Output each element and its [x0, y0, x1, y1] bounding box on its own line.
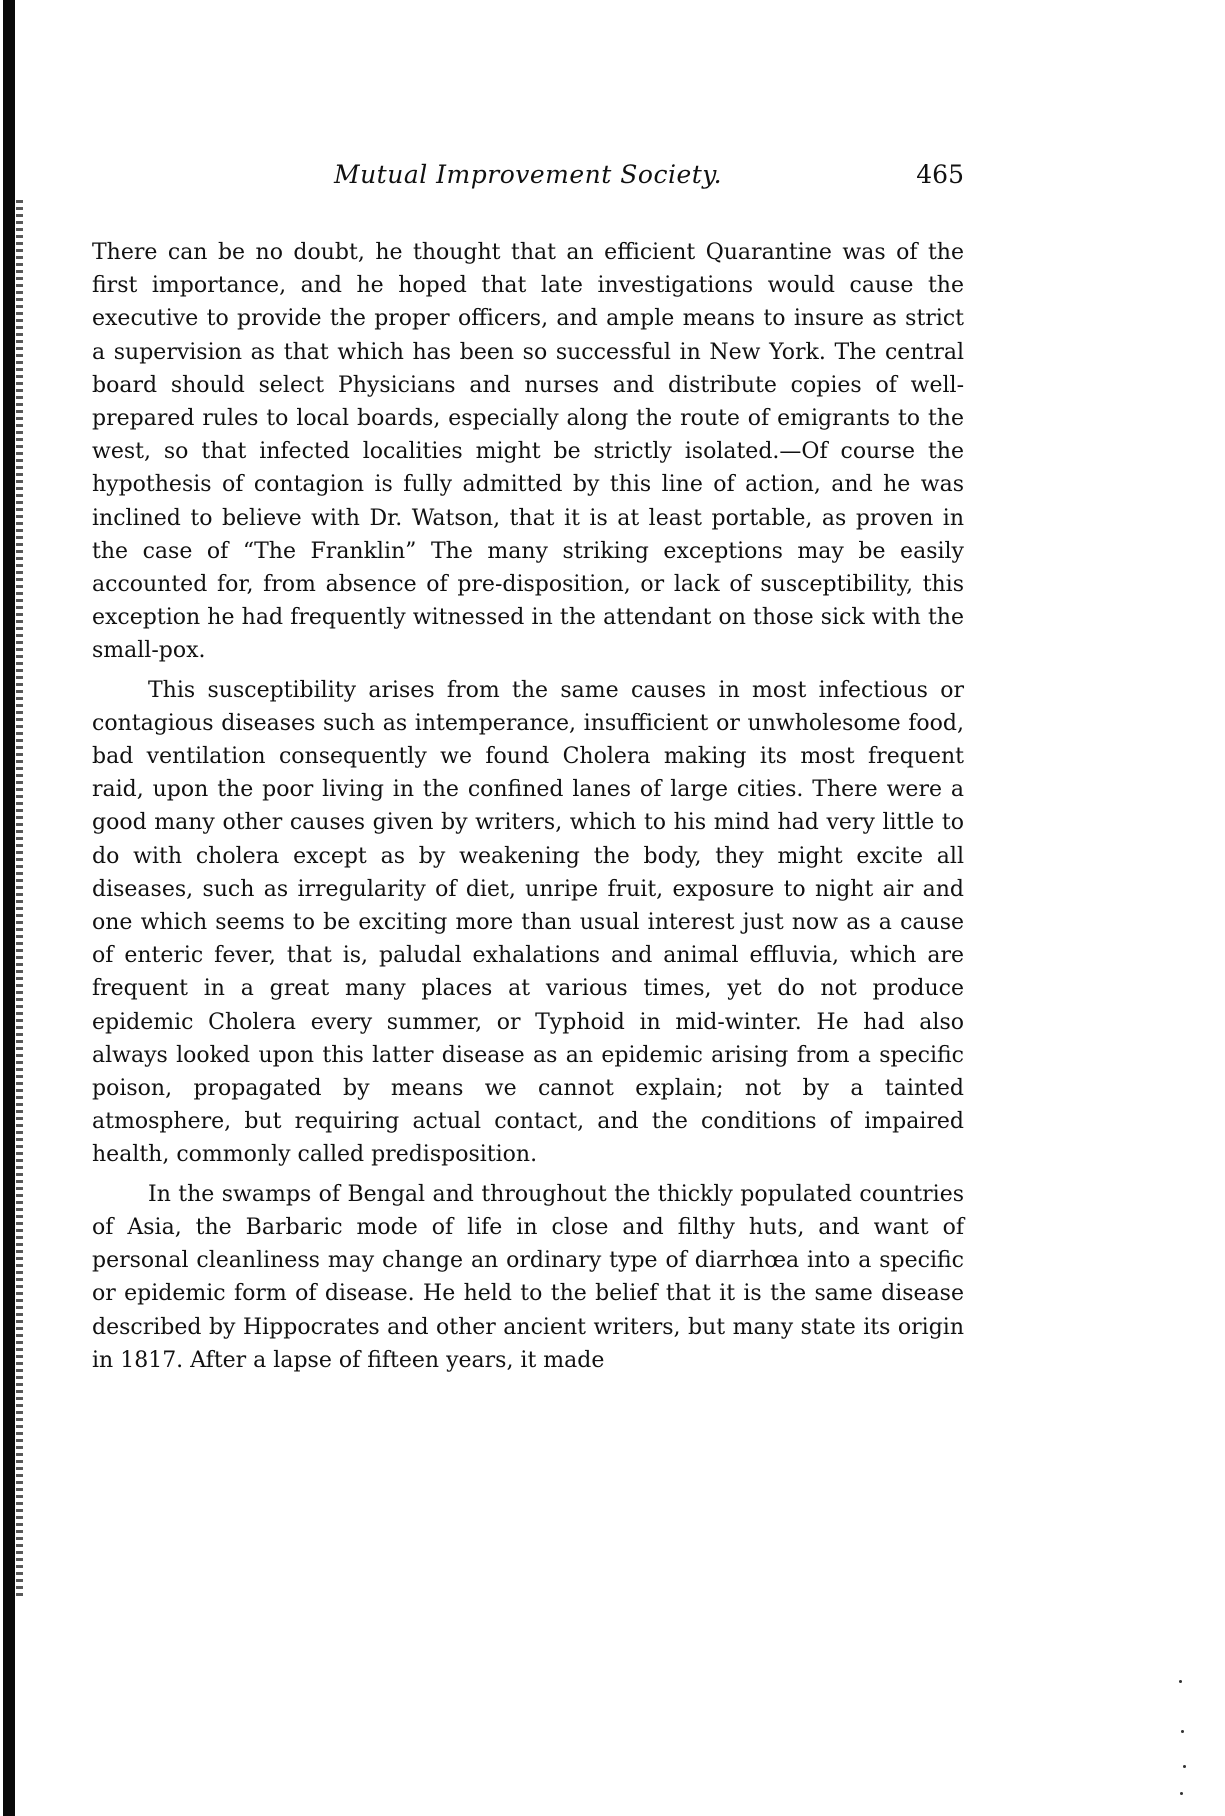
paragraph-1: There can be no doubt, he thought that an efficient Quarantine was of the first importance, and he hoped that late investigations would cause the executive to provide the proper officers, and ample means to insure as strict a supervision as that which has been so successful in New York. The central board should select Physicians and nurses and distribute copies of well-prepared rules to local boards, especially along the route of emigrants to the west, so that infected localities might be strictly isolated.—Of course the hypothesis of contagion is fully admitted by this line of action, and he was inclined to believe with Dr. Watson, that it is at least portable, as proven in the case of “The Franklin” The many striking exceptions may be easily accounted for, from absence of pre-disposition, or lack of susceptibility, this exception he had frequently witnessed in the attendant on those sick with the small-pox.: [92, 240, 964, 664]
speck: [1181, 1730, 1184, 1733]
binding-gutter: [0, 0, 34, 1816]
page-body: [92, 236, 964, 1383]
paragraph-2: This susceptibility arises from the same causes in most infectious or contagious diseases such as intemperance, insufficient or unwholesome food, bad ventilation consequently we found Cholera making its most frequent raid, upon the poor living in the confined lanes of large cities. There were a good many other causes given by writers, which to his mind had very little to do with cholera except as by weakening the body, they might excite all diseases, such as irregularity of diet, unripe fruit, exposure to night air and one which seems to be exciting more than usual interest just now as a cause of enteric fever, that is, paludal exhalations and animal effluvia, which are frequent in a great many places at various times, yet do not produce epidemic Cholera every summer, or Typhoid in mid-winter. He had also always looked upon this latter disease as an epidemic arising from a specific poison, propagated by means we cannot explain; not by a tainted atmosphere, but requiring actual contact, and the conditions of impaired health, commonly called predisposition.: [92, 677, 964, 1168]
running-title: Mutual Improvement Society.: [333, 160, 723, 189]
paragraph-3: In the swamps of Bengal and throughout the thickly populated countries of Asia, the Barbaric mode of life in close and filthy huts, and want of personal cleanliness may change an ordinary type of diarrhœa into a specific or epidemic form of disease. He held to the belief that it is the same disease described by Hippocrates and other ancient writers, but many state its origin in 1817. After a lapse of fifteen years, it made: [92, 1181, 964, 1373]
speck: [1180, 1792, 1183, 1795]
page-number: 465: [916, 160, 964, 189]
speck: [1183, 1765, 1186, 1768]
speck: [1179, 1680, 1182, 1683]
page-edge-marks: [16, 200, 23, 1600]
scan-specks: [1177, 1680, 1197, 1800]
book-spine-shadow: [3, 0, 15, 1816]
page-header: [92, 160, 964, 200]
